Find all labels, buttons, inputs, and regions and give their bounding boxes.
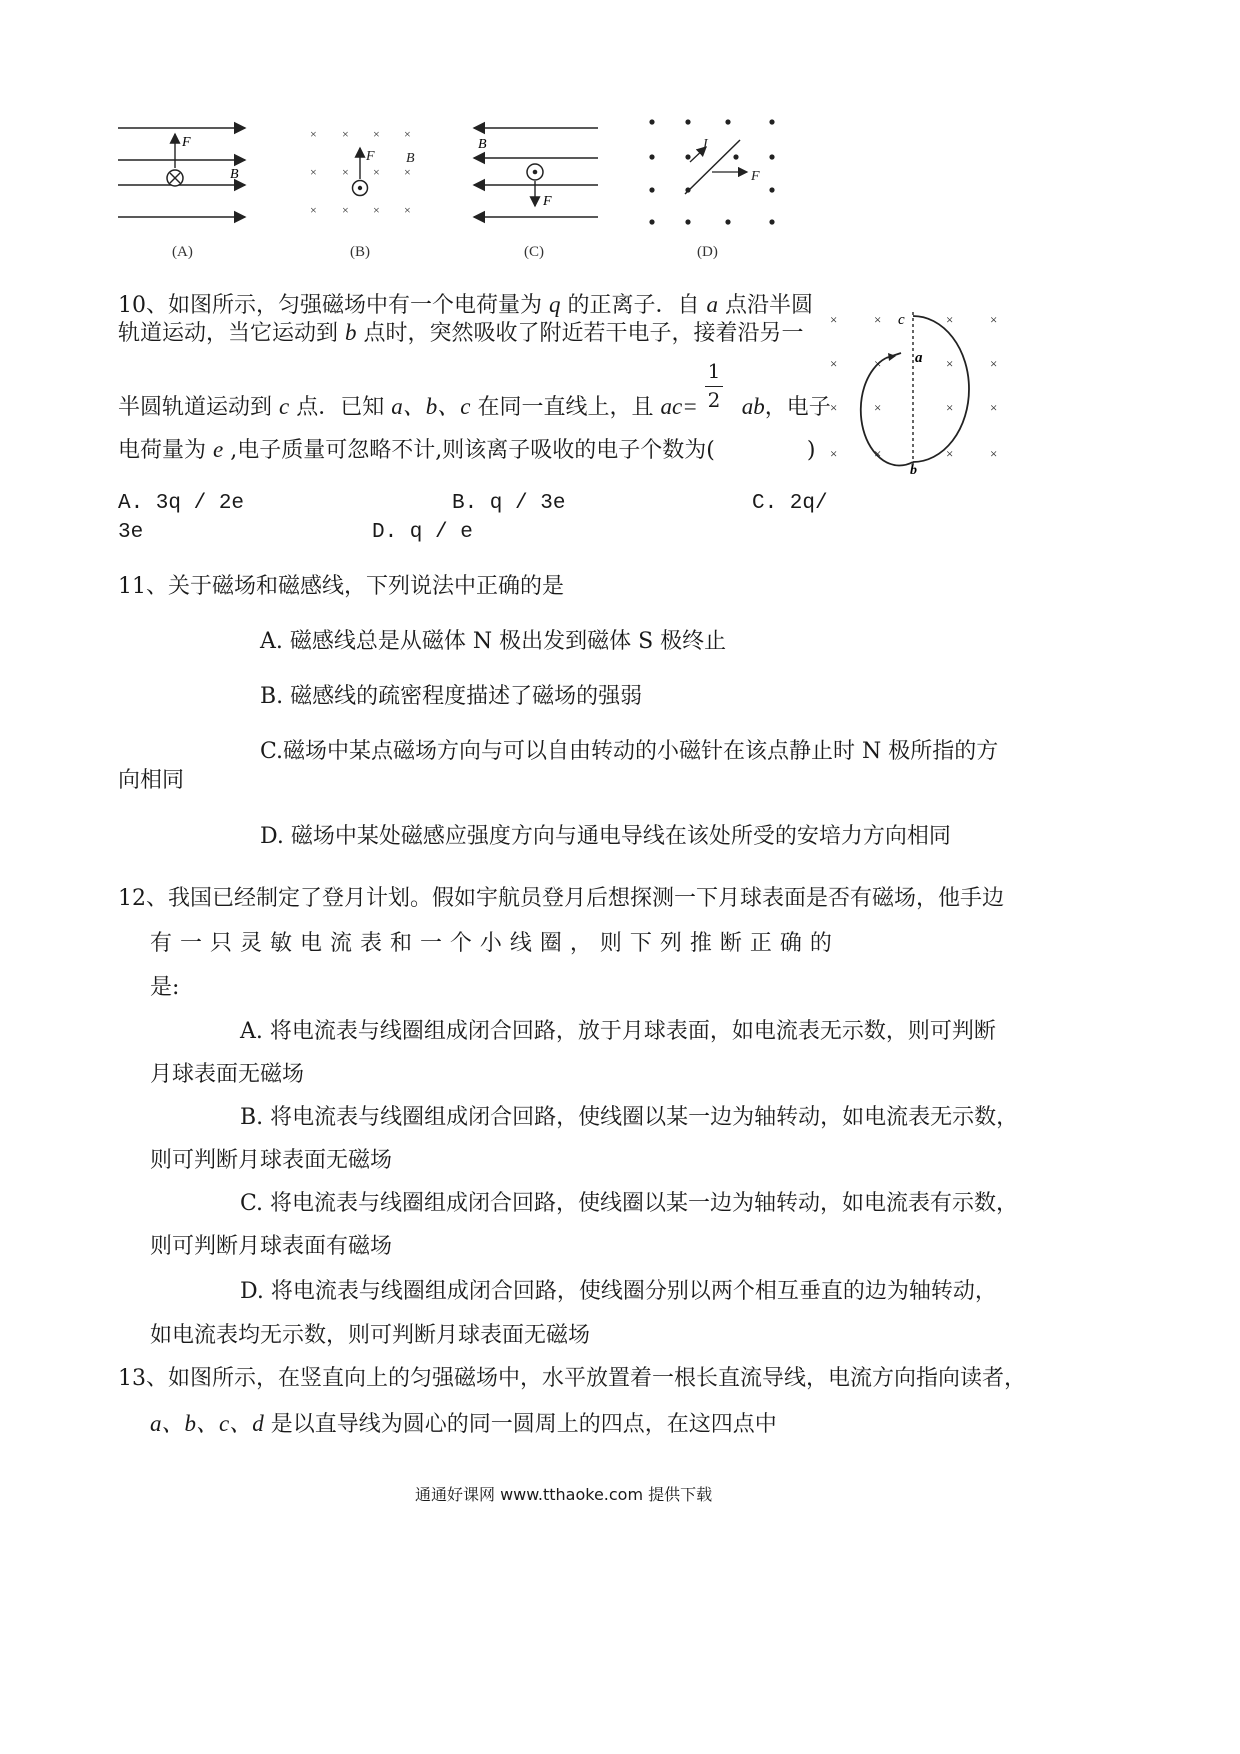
figure-caption-c: (C) [524, 244, 544, 260]
q11-option-d[interactable]: D. 磁场中某处磁感应强度方向与通电导线在该处所受的安培力方向相同 [260, 824, 951, 849]
svg-text:×: × [373, 127, 380, 141]
small-arc [861, 358, 913, 465]
q10-text: 半圆轨道运动到 [118, 395, 273, 420]
fig-a-b-label: B [230, 167, 239, 182]
figure-caption-d: (D) [697, 244, 718, 260]
q12-option-a[interactable]: A. 将电流表与线圈组成闭合回路，放于月球表面，如电流表无示数，则可判断 [240, 1019, 996, 1044]
figure-c [474, 128, 598, 217]
svg-text:×: × [946, 312, 954, 327]
figure-a [118, 128, 245, 217]
fraction-denominator: 2 [707, 388, 721, 412]
figure-caption-b: (B) [350, 244, 370, 260]
q10-var: a [706, 292, 719, 317]
q10-text: 电荷量为 [118, 438, 207, 463]
q10-text: ) [806, 438, 816, 463]
q12-option-c[interactable]: C. 将电流表与线圈组成闭合回路，使线圈以某一边为轴转动，如电流表有示数， [240, 1191, 1019, 1216]
q10-text: 的正离子．自 [567, 293, 700, 318]
q10-line-1 [118, 290, 813, 321]
svg-text:×: × [310, 165, 317, 179]
svg-text:×: × [830, 312, 838, 327]
q10-text: 在同一直线上，且 [477, 395, 654, 420]
q10-option-a[interactable]: A. 3q / 2e [118, 492, 245, 515]
svg-text:×: × [990, 446, 998, 461]
svg-text:×: × [342, 203, 349, 217]
fig-c-b-label: B [478, 137, 487, 152]
q10-option-c[interactable]: C. 2q/ [752, 492, 828, 515]
q10-var: a、b、c [391, 394, 471, 419]
q10-var: q [549, 292, 561, 317]
q12-option-d-cont: 如电流表均无示数，则可判断月球表面无磁场 [150, 1323, 591, 1348]
svg-text:×: × [990, 356, 998, 371]
svg-text:×: × [946, 446, 954, 461]
q10-text: 点时，突然吸收了附近若干电子，接着沿另一 [363, 321, 804, 346]
q12-option-b-cont: 则可判断月球表面无磁场 [150, 1148, 393, 1173]
q12-option-d[interactable]: D. 将电流表与线圈组成闭合回路，使线圈分别以两个相互垂直的边为轴转动， [240, 1279, 997, 1304]
q10-fig-c-label: c [898, 312, 905, 328]
svg-text:×: × [874, 356, 882, 371]
svg-text:×: × [946, 400, 954, 415]
page-footer: 通通好课网 www.tthaoke.com 提供下载 [415, 1485, 713, 1504]
q10-option-c-cont: 3e [118, 521, 144, 544]
svg-text:×: × [310, 203, 317, 217]
svg-text:×: × [874, 400, 882, 415]
svg-text:×: × [404, 127, 411, 141]
q10-line-3 [118, 392, 831, 423]
q13-text: 是以直导线为圆心的同一圆周上的四点，在这四点中 [270, 1412, 777, 1437]
q10-var: c [279, 394, 290, 419]
q10-line-2 [118, 318, 804, 349]
q10-text: 点．已知 [296, 395, 385, 420]
q10-text: 10、如图所示，匀强磁场中有一个电荷量为 [118, 293, 542, 318]
q10-line-4 [118, 435, 815, 466]
svg-text:×: × [990, 400, 998, 415]
svg-text:×: × [990, 312, 998, 327]
q10-fraction [705, 360, 723, 411]
fig-b-b-label: B [406, 151, 415, 166]
q10-fig-b-label: b [910, 463, 917, 478]
svg-text:×: × [830, 446, 838, 461]
svg-text:×: × [373, 165, 380, 179]
q11-option-c-cont: 向相同 [118, 768, 185, 793]
q11-option-b[interactable]: B. 磁感线的疏密程度描述了磁场的强弱 [260, 684, 643, 709]
svg-text:×: × [874, 312, 882, 327]
svg-text:×: × [830, 356, 838, 371]
figure-caption-a: (A) [172, 244, 193, 260]
q12-option-a-cont: 月球表面无磁场 [150, 1062, 305, 1087]
svg-text:×: × [373, 203, 380, 217]
fig-a-f-label: F [182, 135, 191, 150]
q10-var: b [345, 320, 357, 345]
q10-text: 轨道运动，当它运动到 [118, 321, 339, 346]
q13-points: a、b、c、d [150, 1411, 264, 1436]
q11-option-c[interactable]: C.磁场中某点磁场方向与可以自由转动的小磁针在该点静止时 N 极所指的方 [260, 739, 999, 764]
q10-var: ab [741, 394, 765, 419]
q13-stem-1: 13、如图所示，在竖直向上的匀强磁场中，水平放置着一根长直流导线，电流方向指向读者， [118, 1366, 1026, 1391]
q10-text: ,电子质量可忽略不计,则该离子吸收的电子个数为( [230, 438, 715, 463]
fig-b-f-label: F [366, 149, 375, 164]
q11-option-a[interactable]: A. 磁感线总是从磁体 N 极出发到磁体 S 极终止 [260, 629, 727, 654]
figure-d [649, 119, 774, 224]
q10-figure [826, 306, 1026, 478]
q10-var: e [213, 437, 224, 462]
q11-stem: 11、关于磁场和磁感线，下列说法中正确的是 [118, 574, 564, 599]
q10-text: ，电子 [764, 395, 831, 420]
q10-option-b[interactable]: B. q / 3e [452, 492, 566, 515]
q12-option-b[interactable]: B. 将电流表与线圈组成闭合回路，使线圈以某一边为轴转动，如电流表无示数， [240, 1105, 1019, 1130]
fig-d-i-label: I [703, 137, 708, 152]
svg-text:×: × [874, 446, 882, 461]
svg-text:×: × [310, 127, 317, 141]
q10-option-d[interactable]: D. q / e [372, 521, 473, 544]
q10-fig-a-label: a [915, 350, 923, 366]
svg-text:×: × [830, 400, 838, 415]
large-arc [913, 316, 969, 462]
svg-text:×: × [404, 165, 411, 179]
q12-stem-3: 是: [150, 975, 180, 1000]
svg-text:×: × [342, 165, 349, 179]
svg-text:×: × [404, 203, 411, 217]
fraction-numerator: 1 [707, 359, 721, 383]
q10-var: ac= [660, 394, 698, 419]
q12-option-c-cont: 则可判断月球表面有磁场 [150, 1234, 393, 1259]
figure-row [100, 110, 820, 280]
figure-b [310, 127, 415, 217]
svg-text:×: × [342, 127, 349, 141]
q12-stem-1: 12、我国已经制定了登月计划。假如宇航员登月后想探测一下月球表面是否有磁场，他手边 [118, 886, 1004, 911]
q12-stem-2: 有 一 只 灵 敏 电 流 表 和 一 个 小 线 圈 ， 则 下 列 推 断 正 确 的 [150, 931, 832, 956]
fig-c-f-label: F [543, 194, 552, 209]
q10-text: 点沿半圆 [725, 293, 814, 318]
svg-text:×: × [946, 356, 954, 371]
fig-d-f-label: F [751, 169, 760, 184]
q13-stem-2 [150, 1409, 777, 1440]
